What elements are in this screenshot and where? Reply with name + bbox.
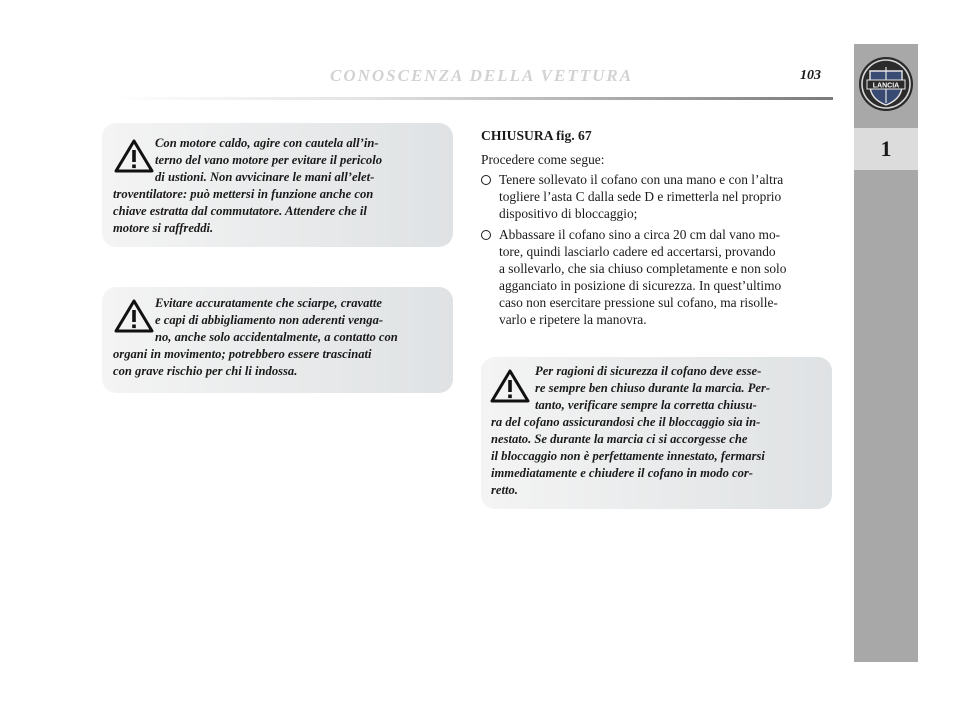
bullet-text-line: varlo e ripetere la manovra. [499,312,647,327]
warning-text-line: con grave rischio per chi li indossa. [113,364,298,378]
warning-triangle-icon [114,139,154,173]
running-header-title: CONOSCENZA DELLA VETTURA [330,66,634,85]
bullet-text-line: Tenere sollevato il cofano con una mano e con l’altra [499,172,784,187]
warning-text-line: organi in movimento; potrebbero essere trascinati [113,347,372,361]
warning-text-line: Con motore caldo, agire con cautela all’in- [155,136,379,150]
warning-box-hot-engine [102,123,453,247]
warning-text-line: Evitare accuratamente che sciarpe, cravatte [155,296,382,310]
warning-text-line: troventilatore: può mettersi in funzione anche con [113,187,374,201]
warning-text-line: nestato. Se durante la marcia ci si accorgesse che [491,432,748,446]
bullet-icon [481,175,491,185]
bullet-text-line: caso non esercitare pressione sul cofano, ma risolle- [499,295,778,310]
bullet-text-line: tore, quindi lasciarlo cadere ed accertarsi, provando [499,244,776,259]
warning-triangle-icon [490,369,530,403]
warning-text-line: di ustioni. Non avvicinare le mani all’elet- [155,170,375,184]
section-title: CHIUSURA fig. 67 [481,128,592,143]
warning-text-line: no, anche solo accidentalmente, a contatto con [155,330,398,344]
warning-text-line: retto. [491,483,518,497]
warning-text-line: immediatamente e chiudere il cofano in modo cor- [491,466,753,480]
header-rule [110,97,833,100]
bullet-icon [481,230,491,240]
warning-text-line: re sempre ben chiuso durante la marcia. Per- [535,381,771,395]
page-number: 103 [800,68,821,83]
warning-box-moving-parts [102,287,453,393]
lancia-logo-icon [857,55,915,113]
warning-text-line: il bloccaggio non è perfettamente innestato, fermarsi [491,449,765,463]
bullet-text-line: Abbassare il cofano sino a circa 20 cm dal vano mo- [499,227,781,242]
warning-box-hood-closed [481,357,832,509]
bullet-text-line: dispositivo di bloccaggio; [499,206,638,221]
warning-text-line: terno del vano motore per evitare il pericolo [155,153,383,167]
warning-text-line: Per ragioni di sicurezza il cofano deve esse- [535,364,762,378]
procedure-intro: Procedere come segue: [481,152,605,167]
svg-text:LANCIA: LANCIA [872,82,900,90]
warning-triangle-icon [114,299,154,333]
bullet-text-line: togliere l’asta C dalla sede D e rimetterla nel proprio [499,189,782,204]
warning-text-line: motore si raffreddi. [113,221,214,235]
bullet-text-line: agganciato in posizione di sicurezza. In quest’ultimo [499,278,782,293]
warning-text-line: e capi di abbigliamento non aderenti venga- [155,313,384,327]
bullet-text-line: a sollevarlo, che sia chiuso completamente e non solo [499,261,787,276]
warning-text-line: tanto, verificare sempre la corretta chiusu- [535,398,757,412]
chapter-number-tab: 1 [854,128,918,170]
warning-text-line: chiave estratta dal commutatore. Attendere che il [113,204,367,218]
warning-text-line: ra del cofano assicurandosi che il bloccaggio sia in- [491,415,761,429]
